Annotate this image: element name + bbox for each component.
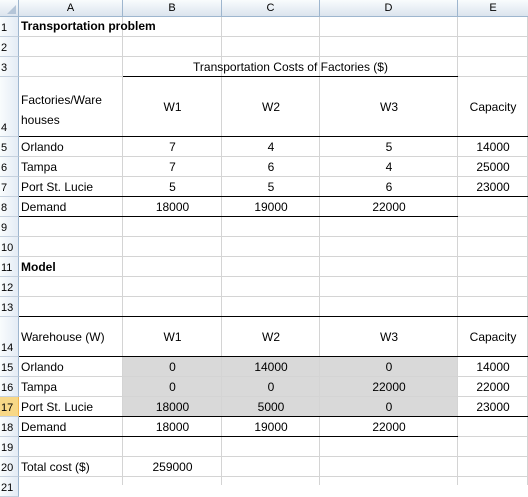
row-header-15[interactable]: 15 (0, 357, 19, 377)
row-header-4[interactable]: 4 (0, 77, 19, 137)
capacity-cell[interactable]: 22000 (476, 380, 510, 394)
gridline (19, 456, 528, 457)
column-header-e[interactable]: E (458, 0, 528, 17)
cost-cell[interactable]: 6 (385, 180, 393, 194)
row-header-16[interactable]: 16 (0, 377, 19, 397)
cost-cell[interactable]: 5 (169, 180, 176, 194)
table-border (123, 76, 458, 77)
row-header-2[interactable]: 2 (0, 37, 19, 57)
row-header-7[interactable]: 7 (0, 177, 19, 197)
row-header-1[interactable]: 1 (0, 17, 19, 37)
shipment-cell[interactable]: 0 (169, 360, 176, 374)
capacity-cell[interactable]: 14000 (476, 140, 510, 154)
gridline (19, 56, 528, 57)
cost-cell[interactable]: 7 (169, 160, 176, 174)
model-row-label[interactable]: Orlando (21, 360, 64, 374)
capacity-cell[interactable]: 25000 (476, 160, 510, 174)
gridline (122, 17, 123, 485)
w3-header[interactable]: W3 (380, 100, 398, 114)
cost-cell[interactable]: 5 (267, 180, 275, 194)
sheet-title[interactable]: Transportation problem (21, 19, 156, 33)
table-border (19, 356, 528, 357)
select-all-button[interactable] (0, 0, 19, 17)
gridline (19, 176, 528, 177)
row-header-6[interactable]: 6 (0, 157, 19, 177)
demand-cell[interactable]: 22000 (372, 420, 406, 434)
shipment-cell[interactable]: 22000 (372, 380, 406, 394)
row-header-17[interactable]: 17 (0, 397, 19, 417)
row-header-3[interactable]: 3 (0, 57, 19, 77)
model-row-label[interactable]: Tampa (21, 380, 58, 394)
gridline (19, 296, 528, 297)
gridline (19, 276, 528, 277)
factories-header[interactable]: Factories/Ware houses (21, 93, 102, 127)
column-header-b[interactable]: B (123, 0, 222, 17)
row-header-21[interactable]: 21 (0, 477, 19, 497)
total-cost-value[interactable]: 259000 (152, 460, 193, 474)
row-header-14[interactable]: 14 (0, 317, 19, 357)
cost-cell[interactable]: 6 (267, 160, 275, 174)
cost-cell[interactable]: 5 (385, 140, 393, 154)
total-cost-label[interactable]: Total cost ($) (21, 460, 90, 474)
row-header-10[interactable]: 10 (0, 237, 19, 257)
demand-cell[interactable]: 18000 (155, 420, 190, 434)
row-header-9[interactable]: 9 (0, 217, 19, 237)
row-header-11[interactable]: 11 (0, 257, 19, 277)
demand-label[interactable]: Demand (21, 420, 67, 434)
row-header-5[interactable]: 5 (0, 137, 19, 157)
costs-table-title[interactable]: Transportation Costs of Factories ($) (193, 60, 388, 74)
shipment-cell[interactable]: 0 (267, 380, 275, 394)
gridline (457, 17, 458, 485)
capacity-cell[interactable]: 23000 (476, 180, 510, 194)
cost-cell[interactable]: 7 (169, 140, 176, 154)
cost-row-label[interactable]: Port St. Lucie (21, 180, 94, 194)
gridline (19, 236, 528, 237)
model-title[interactable]: Model (21, 260, 56, 274)
shipment-cell[interactable]: 5000 (257, 400, 285, 414)
gridline (319, 17, 320, 485)
column-header-d[interactable]: D (320, 0, 458, 17)
gridline (19, 476, 528, 477)
capacity-header[interactable]: Capacity (469, 100, 517, 114)
table-border (19, 416, 528, 417)
table-border (19, 316, 528, 317)
gridline (19, 256, 528, 257)
gridline (221, 17, 222, 485)
shipment-cell[interactable]: 0 (169, 380, 176, 394)
table-border (19, 136, 528, 137)
row-header-13[interactable]: 13 (0, 297, 19, 317)
w1-header[interactable]: W1 (163, 330, 182, 344)
row-header-18[interactable]: 18 (0, 417, 19, 437)
shipment-cell[interactable]: 14000 (254, 360, 288, 374)
column-header-c[interactable]: C (222, 0, 320, 17)
capacity-cell[interactable]: 23000 (476, 400, 510, 414)
table-border (19, 196, 528, 197)
table-border (19, 216, 458, 217)
shipment-cell[interactable]: 0 (385, 400, 393, 414)
row-header-19[interactable]: 19 (0, 437, 19, 457)
row-header-8[interactable]: 8 (0, 197, 19, 217)
w2-header[interactable]: W2 (262, 100, 280, 114)
cost-cell[interactable]: 4 (385, 160, 393, 174)
demand-label[interactable]: Demand (21, 200, 67, 214)
demand-cell[interactable]: 19000 (254, 420, 288, 434)
gridline (19, 396, 528, 397)
warehouse-header[interactable]: Warehouse (W) (21, 330, 105, 344)
cost-row-label[interactable]: Orlando (21, 140, 64, 154)
gridline (19, 376, 528, 377)
w1-header[interactable]: W1 (163, 100, 182, 114)
capacity-cell[interactable]: 14000 (476, 360, 510, 374)
model-row-label[interactable]: Port St. Lucie (21, 400, 94, 414)
w2-header[interactable]: W2 (262, 330, 280, 344)
row-header-12[interactable]: 12 (0, 277, 19, 297)
w3-header[interactable]: W3 (380, 330, 398, 344)
capacity-header[interactable]: Capacity (469, 330, 517, 344)
gridline (19, 36, 528, 37)
demand-cell[interactable]: 18000 (155, 200, 190, 214)
demand-cell[interactable]: 22000 (372, 200, 406, 214)
row-header-20[interactable]: 20 (0, 457, 19, 477)
cost-cell[interactable]: 4 (267, 140, 275, 154)
shipment-cell[interactable]: 18000 (155, 400, 190, 414)
demand-cell[interactable]: 19000 (254, 200, 288, 214)
table-border (19, 436, 458, 437)
column-header-a[interactable]: A (19, 0, 123, 17)
gridline (19, 156, 528, 157)
cost-row-label[interactable]: Tampa (21, 160, 58, 174)
shipment-cell[interactable]: 0 (385, 360, 393, 374)
